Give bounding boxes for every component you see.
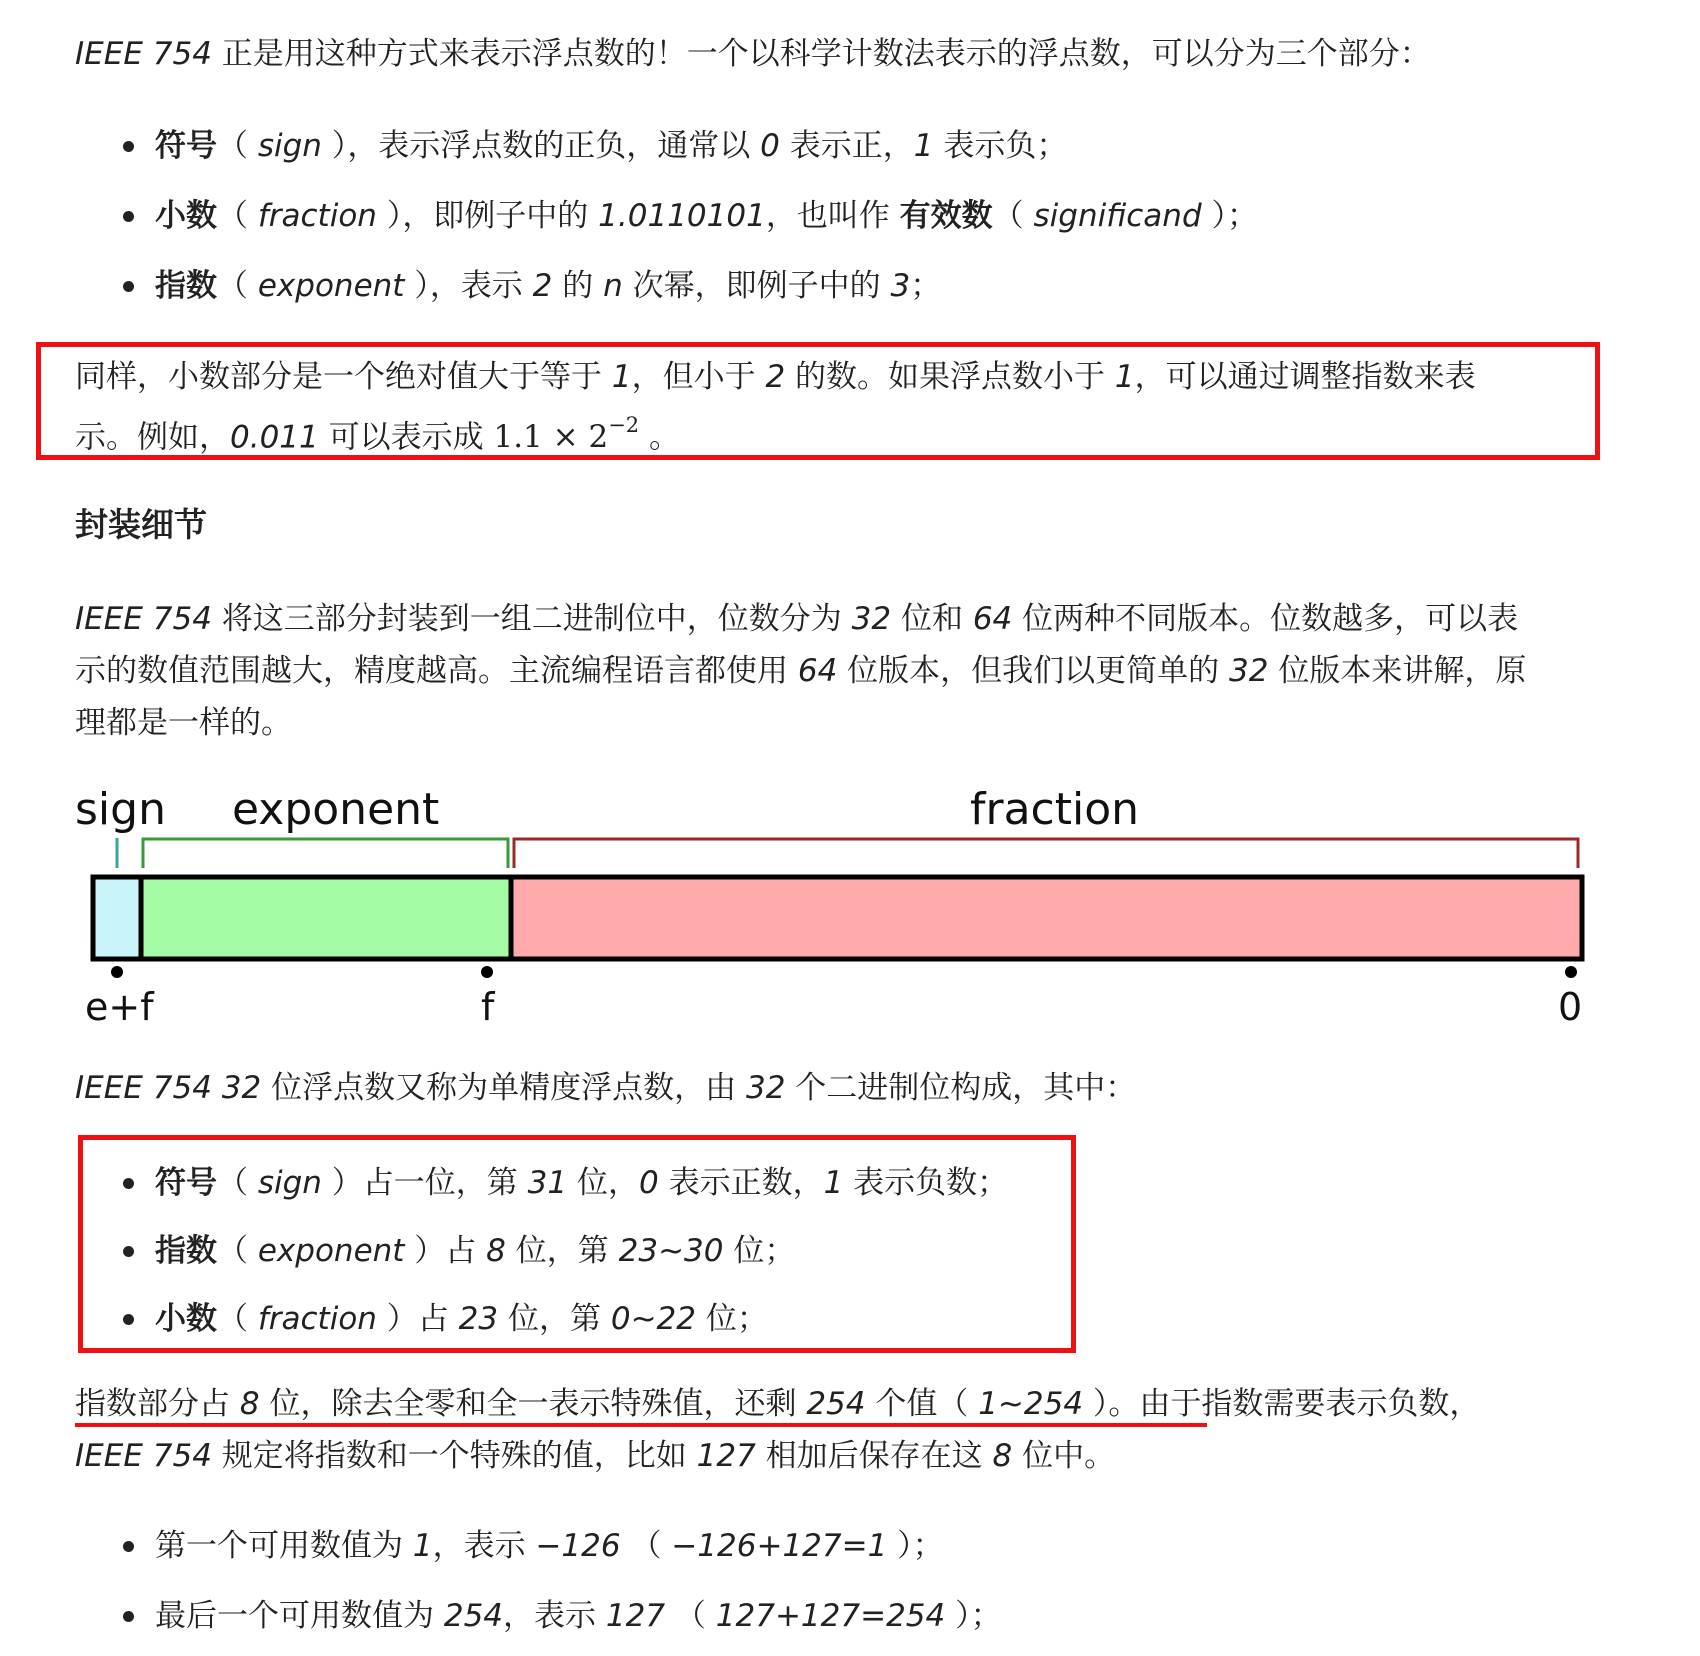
text: 表示负数； (843, 1165, 1009, 1201)
term: 指数 (155, 1233, 217, 1269)
math-exponent: −2 (608, 413, 640, 437)
list-item-sign (155, 126, 1067, 166)
text: ，表示 (432, 1528, 536, 1564)
value: n (603, 268, 623, 304)
text: 示的数值范围越大，精度越高。主流编程语言都使用 (75, 653, 798, 689)
value: 8 (992, 1438, 1013, 1474)
text: ，可以通过调整指数来表 (1134, 359, 1476, 395)
paren-close: ） (404, 1233, 446, 1269)
term-en: fraction (257, 1301, 377, 1337)
text: 可以表示成 (318, 419, 494, 456)
exponent-field (141, 877, 511, 959)
sign-label: sign (75, 784, 166, 835)
term: 小数 (155, 198, 217, 234)
value: 31 (527, 1165, 568, 1201)
text: ）。由于指数需要表示负数， (1083, 1386, 1481, 1422)
value: 0 (638, 1165, 659, 1201)
encap-line-1 (75, 599, 1518, 639)
math-base: 1.1 × 2 (493, 419, 609, 456)
text: 位版本来讲解，原 (1268, 653, 1527, 689)
value: 32 (1229, 653, 1269, 689)
value: 0 (760, 128, 780, 164)
desc: ； (910, 268, 942, 304)
text: 最后一个可用数值为 (155, 1598, 444, 1634)
bullet (123, 281, 134, 292)
text: 位浮点数又称为单精度浮点数，由 (261, 1070, 746, 1106)
ieee-term: IEEE 754 (75, 1070, 212, 1106)
value: 254 (806, 1386, 866, 1422)
intro-text: 正是用这种方式来表示浮点数的！一个以科学计数法表示的浮点数，可以分为三个部分： (211, 36, 1431, 72)
term-en: significand (1033, 198, 1202, 234)
paren-open: （ (217, 128, 258, 164)
paren-close: ） (376, 1301, 418, 1337)
text: 位； (723, 1233, 796, 1269)
value: 0.011 (230, 419, 319, 456)
bullet (123, 1611, 134, 1622)
text: ，但小于 (631, 359, 766, 395)
text: 位，第 (498, 1301, 611, 1337)
text: 位中。 (1012, 1438, 1116, 1474)
bullet (123, 1246, 134, 1257)
bits-item-exponent (155, 1231, 795, 1271)
fraction-label: fraction (970, 784, 1140, 835)
section-heading: 封装细节 (75, 505, 207, 544)
paren-close: ） (376, 198, 403, 234)
desc: 次幂，即例子中的 (622, 268, 891, 304)
desc: 表示正， (779, 128, 914, 164)
value: 1~254 (978, 1386, 1084, 1422)
underline-highlight (75, 1423, 1207, 1427)
encap-line-2 (75, 651, 1526, 691)
text: 占一位，第 (362, 1165, 528, 1201)
text (212, 1070, 222, 1106)
paren-open: （ (992, 198, 1034, 234)
example-item-last (155, 1596, 1002, 1636)
desc: ，也叫作 (765, 198, 900, 234)
text: 占 (417, 1301, 459, 1337)
intro-paragraph (75, 34, 1431, 74)
value: 64 (797, 653, 838, 689)
term: 指数 (155, 268, 217, 304)
text: 个值（ (865, 1386, 979, 1422)
bullet (123, 141, 134, 152)
paren-open: （ (217, 268, 258, 304)
text: 相加后保存在这 (755, 1438, 993, 1474)
boxed-line-1 (75, 357, 1476, 397)
text: 位，除去全零和全一表示特殊值，还剩 (259, 1386, 807, 1422)
value: 2 (765, 359, 786, 395)
text: ，表示 (503, 1598, 606, 1634)
text: 第一个可用数值为 (155, 1528, 413, 1564)
position-marker (481, 966, 493, 978)
text: ）； (945, 1598, 1002, 1634)
text: 占 (445, 1233, 487, 1269)
value: 32 (745, 1070, 786, 1106)
text: （ (665, 1598, 716, 1634)
text: 位和 (891, 601, 973, 637)
value: 1 (913, 128, 934, 164)
value: 127 (605, 1598, 666, 1634)
desc: ，表示浮点数的正负，通常以 (347, 128, 761, 164)
value: 8 (239, 1386, 260, 1422)
desc: 表示负； (933, 128, 1068, 164)
text: 指数部分占 (75, 1386, 240, 1422)
text: 位， (567, 1165, 639, 1201)
value: 0~22 (610, 1301, 696, 1337)
value: 254 (443, 1598, 504, 1634)
ieee-term: IEEE 754 (75, 601, 212, 637)
paren-open: （ (217, 1301, 258, 1337)
bias-line-1 (75, 1384, 1480, 1424)
position-marker (1565, 966, 1577, 978)
value: 1.0110101 (598, 198, 766, 234)
paren-open: （ (217, 1165, 258, 1201)
paren-close: ） (404, 268, 430, 304)
text: 。 (639, 419, 681, 456)
fraction-bracket (514, 839, 1578, 868)
bit-layout-graphic (0, 830, 1700, 1000)
list-item-exponent (155, 266, 941, 306)
text: （ (620, 1528, 672, 1564)
sign-field (93, 877, 141, 959)
position-label-f: f (481, 985, 495, 1029)
paren-close: ） (321, 128, 348, 164)
value: 64 (972, 601, 1013, 637)
value: 127+127=254 (715, 1598, 946, 1634)
value: 1 (823, 1165, 844, 1201)
value: 1 (1114, 359, 1135, 395)
value: 1 (611, 359, 632, 395)
value: 32 (851, 601, 892, 637)
text: 个二进制位构成，其中： (785, 1070, 1137, 1106)
bullet (123, 211, 134, 222)
paren-open: （ (217, 1233, 258, 1269)
value: 32 (221, 1070, 262, 1106)
term: 有效数 (899, 198, 993, 234)
text: 将这三部分封装到一组二进制位中，位数分为 (211, 601, 852, 637)
value: 8 (486, 1233, 506, 1269)
term-en: sign (257, 1165, 322, 1201)
term: 小数 (155, 1301, 217, 1337)
term: 符号 (155, 128, 217, 164)
text: 示。例如， (75, 419, 230, 456)
value: 23~30 (618, 1233, 724, 1269)
value: −126 (535, 1528, 621, 1564)
desc: 的 (552, 268, 604, 304)
list-item-fraction (155, 196, 1258, 236)
paren-close: ）； (1201, 198, 1258, 234)
bullet (123, 1178, 134, 1189)
math-expression (493, 413, 640, 456)
desc: ，即例子中的 (402, 198, 599, 234)
bias-line-2 (75, 1436, 1115, 1476)
value: 23 (458, 1301, 499, 1337)
value: 2 (532, 268, 553, 304)
term: 符号 (155, 1165, 217, 1201)
text: 位； (696, 1301, 768, 1337)
text: 规定将指数和一个特殊的值，比如 (211, 1438, 697, 1474)
example-item-first (155, 1526, 944, 1566)
bullet (123, 1541, 134, 1552)
value: −126+127=1 (671, 1528, 888, 1564)
term-en: sign (257, 128, 322, 164)
text: 的数。如果浮点数小于 (785, 359, 1115, 395)
paren-open: （ (217, 198, 258, 234)
single-precision-paragraph (75, 1068, 1136, 1108)
text: ）； (887, 1528, 944, 1564)
bits-item-sign (155, 1163, 1008, 1203)
paren-close: ） (321, 1165, 363, 1201)
encap-line-3: 理都是一样的。 (75, 705, 292, 741)
text: 位两种不同版本。位数越多，可以表 (1012, 601, 1519, 637)
bullet (123, 1314, 134, 1325)
desc: ，表示 (429, 268, 533, 304)
ieee-term: IEEE 754 (75, 36, 212, 72)
term-en: exponent (257, 1233, 405, 1269)
boxed-line-2 (75, 409, 680, 457)
position-label-e-plus-f: e+f (85, 985, 154, 1029)
fraction-field (511, 877, 1582, 959)
term-en: exponent (257, 268, 405, 304)
text: 表示正数， (658, 1165, 824, 1201)
value: 3 (890, 268, 911, 304)
text: 同样，小数部分是一个绝对值大于等于 (75, 359, 612, 395)
term-en: fraction (257, 198, 377, 234)
ieee-term: IEEE 754 (75, 1438, 212, 1474)
bits-item-fraction (155, 1299, 768, 1339)
text: 位，第 (505, 1233, 619, 1269)
value: 1 (412, 1528, 433, 1564)
position-label-0: 0 (1558, 985, 1583, 1029)
value: 127 (696, 1438, 756, 1474)
exponent-bracket (143, 839, 508, 868)
exponent-label: exponent (232, 784, 440, 835)
text: 位版本，但我们以更简单的 (837, 653, 1230, 689)
position-marker (111, 966, 123, 978)
